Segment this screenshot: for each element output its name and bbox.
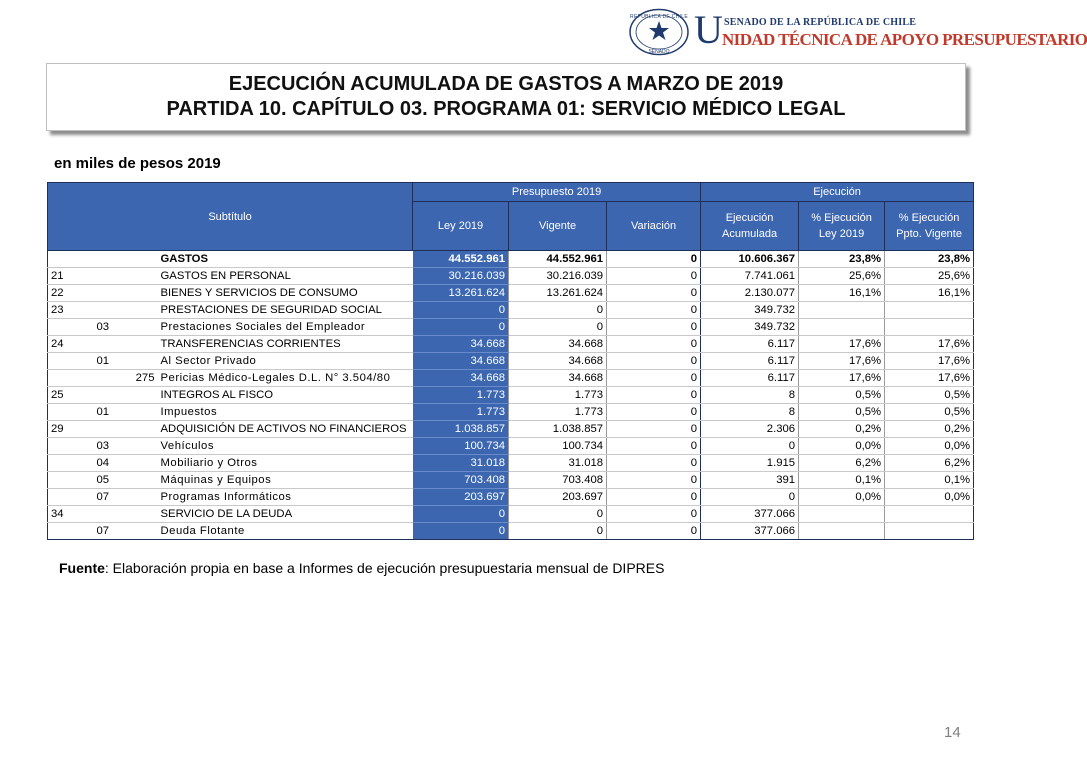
cell-pct-ejecucion-vigente: 6,2% (885, 455, 974, 472)
cell-concepto: GASTOS (158, 251, 413, 268)
cell-subtitulo-code: 21 (48, 268, 94, 285)
table-row (48, 404, 974, 421)
cell-item-code: 04 (94, 455, 126, 472)
cell-asignacion-code (126, 455, 158, 472)
cell-pct-ejecucion-vigente: 23,8% (885, 251, 974, 268)
cell-item-code (94, 302, 126, 319)
cell-pct-ejecucion-vigente (885, 523, 974, 540)
cell-asignacion-code (126, 285, 158, 302)
cell-concepto: SERVICIO DE LA DEUDA (158, 506, 413, 523)
cell-pct-ejecucion-ley: 0,5% (799, 404, 885, 421)
cell-variacion: 0 (607, 506, 701, 523)
header-vigente: Vigente (509, 202, 607, 251)
seal-bottom-text: SENADO (648, 49, 670, 55)
table-row (48, 302, 974, 319)
cell-item-code (94, 251, 126, 268)
cell-variacion: 0 (607, 302, 701, 319)
cell-ley-2019: 0 (413, 302, 509, 319)
header-ley: Ley 2019 (413, 202, 509, 251)
cell-variacion: 0 (607, 285, 701, 302)
cell-vigente: 34.668 (509, 353, 607, 370)
header-presupuesto: Presupuesto 2019 (413, 183, 701, 202)
cell-pct-ejecucion-vigente: 0,2% (885, 421, 974, 438)
cell-vigente: 13.261.624 (509, 285, 607, 302)
cell-subtitulo-code (48, 251, 94, 268)
cell-ejecucion-acumulada: 6.117 (701, 353, 799, 370)
cell-pct-ejecucion-vigente (885, 506, 974, 523)
cell-pct-ejecucion-vigente: 0,0% (885, 438, 974, 455)
cell-item-code (94, 370, 126, 387)
cell-item-code (94, 506, 126, 523)
cell-ley-2019: 13.261.624 (413, 285, 509, 302)
cell-pct-ejecucion-ley: 0,1% (799, 472, 885, 489)
cell-item-code (94, 285, 126, 302)
cell-variacion: 0 (607, 268, 701, 285)
cell-subtitulo-code: 22 (48, 285, 94, 302)
cell-ley-2019: 31.018 (413, 455, 509, 472)
cell-asignacion-code (126, 353, 158, 370)
cell-subtitulo-code: 25 (48, 387, 94, 404)
cell-pct-ejecucion-vigente: 0,5% (885, 387, 974, 404)
cell-pct-ejecucion-vigente: 16,1% (885, 285, 974, 302)
cell-asignacion-code (126, 404, 158, 421)
cell-asignacion-code (126, 506, 158, 523)
cell-ley-2019: 1.773 (413, 387, 509, 404)
cell-ejecucion-acumulada: 2.130.077 (701, 285, 799, 302)
cell-vigente: 1.773 (509, 387, 607, 404)
cell-vigente: 703.408 (509, 472, 607, 489)
cell-asignacion-code (126, 268, 158, 285)
cell-concepto: GASTOS EN PERSONAL (158, 268, 413, 285)
cell-pct-ejecucion-vigente: 0,0% (885, 489, 974, 506)
cell-asignacion-code (126, 302, 158, 319)
seal-top-text: REPÚBLICA DE CHILE (630, 14, 688, 20)
cell-pct-ejecucion-ley: 23,8% (799, 251, 885, 268)
header-pct-vigente: % Ejecución Ppto. Vigente (885, 202, 974, 251)
cell-item-code: 01 (94, 404, 126, 421)
header-variacion: Variación (607, 202, 701, 251)
cell-ejecucion-acumulada: 8 (701, 404, 799, 421)
cell-asignacion-code (126, 319, 158, 336)
cell-ejecucion-acumulada: 6.117 (701, 336, 799, 353)
cell-ley-2019: 44.552.961 (413, 251, 509, 268)
cell-ejecucion-acumulada: 0 (701, 438, 799, 455)
cell-ley-2019: 0 (413, 319, 509, 336)
cell-subtitulo-code (48, 319, 94, 336)
cell-vigente: 31.018 (509, 455, 607, 472)
cell-subtitulo-code (48, 472, 94, 489)
cell-ley-2019: 34.668 (413, 336, 509, 353)
cell-concepto: ADQUISICIÓN DE ACTIVOS NO FINANCIEROS (158, 421, 413, 438)
cell-variacion: 0 (607, 319, 701, 336)
cell-subtitulo-code: 29 (48, 421, 94, 438)
cell-ley-2019: 703.408 (413, 472, 509, 489)
cell-subtitulo-code (48, 353, 94, 370)
cell-concepto: Deuda Flotante (158, 523, 413, 540)
source-note (59, 560, 664, 576)
cell-pct-ejecucion-ley: 0,0% (799, 438, 885, 455)
table-body (48, 251, 974, 540)
cell-asignacion-code (126, 472, 158, 489)
cell-pct-ejecucion-ley: 0,5% (799, 387, 885, 404)
cell-variacion: 0 (607, 336, 701, 353)
cell-subtitulo-code (48, 438, 94, 455)
cell-pct-ejecucion-vigente: 17,6% (885, 336, 974, 353)
cell-concepto: BIENES Y SERVICIOS DE CONSUMO (158, 285, 413, 302)
cell-vigente: 203.697 (509, 489, 607, 506)
cell-item-code (94, 268, 126, 285)
table-row (48, 387, 974, 404)
cell-ejecucion-acumulada: 1.915 (701, 455, 799, 472)
cell-vigente: 44.552.961 (509, 251, 607, 268)
cell-variacion: 0 (607, 438, 701, 455)
cell-ley-2019: 100.734 (413, 438, 509, 455)
cell-ley-2019: 203.697 (413, 489, 509, 506)
cell-vigente: 1.038.857 (509, 421, 607, 438)
cell-item-code (94, 387, 126, 404)
cell-concepto: Pericias Médico-Legales D.L. N° 3.504/80 (158, 370, 413, 387)
cell-concepto: Programas Informáticos (158, 489, 413, 506)
cell-pct-ejecucion-vigente: 25,6% (885, 268, 974, 285)
cell-subtitulo-code: 24 (48, 336, 94, 353)
cell-pct-ejecucion-ley: 17,6% (799, 370, 885, 387)
cell-concepto: INTEGROS AL FISCO (158, 387, 413, 404)
cell-ley-2019: 34.668 (413, 353, 509, 370)
cell-variacion: 0 (607, 455, 701, 472)
cell-concepto: Vehículos (158, 438, 413, 455)
table-row (48, 353, 974, 370)
cell-ejecucion-acumulada: 7.741.061 (701, 268, 799, 285)
cell-vigente: 0 (509, 506, 607, 523)
cell-vigente: 100.734 (509, 438, 607, 455)
cell-vigente: 30.216.039 (509, 268, 607, 285)
cell-subtitulo-code (48, 523, 94, 540)
cell-asignacion-code (126, 336, 158, 353)
cell-variacion: 0 (607, 523, 701, 540)
units-label: en miles de pesos 2019 (54, 155, 221, 172)
cell-vigente: 0 (509, 319, 607, 336)
cell-asignacion-code (126, 438, 158, 455)
table-row (48, 285, 974, 302)
table-row (48, 506, 974, 523)
cell-asignacion-code (126, 387, 158, 404)
cell-pct-ejecucion-vigente: 17,6% (885, 353, 974, 370)
title-box (46, 63, 966, 131)
cell-asignacion-code (126, 251, 158, 268)
senado-logo (628, 7, 1087, 56)
cell-item-code: 03 (94, 319, 126, 336)
cell-item-code: 07 (94, 523, 126, 540)
cell-concepto: PRESTACIONES DE SEGURIDAD SOCIAL (158, 302, 413, 319)
table-row (48, 438, 974, 455)
cell-concepto: Mobiliario y Otros (158, 455, 413, 472)
logo-senado-text: SENADO DE LA REPÚBLICA DE CHILE (724, 17, 917, 28)
table-row (48, 455, 974, 472)
table-row (48, 421, 974, 438)
page-title: EJECUCIÓN ACUMULADA DE GASTOS A MARZO DE 2019 (228, 73, 784, 95)
table-row (48, 489, 974, 506)
cell-ley-2019: 34.668 (413, 370, 509, 387)
table-row (48, 268, 974, 285)
cell-ejecucion-acumulada: 0 (701, 489, 799, 506)
cell-asignacion-code (126, 421, 158, 438)
cell-ejecucion-acumulada: 10.606.367 (701, 251, 799, 268)
source-text: : Elaboración propia en base a Informes de ejecución presupuestaria mensual de DIPRES (104, 560, 665, 576)
cell-vigente: 0 (509, 302, 607, 319)
cell-pct-ejecucion-ley: 0,0% (799, 489, 885, 506)
cell-vigente: 34.668 (509, 370, 607, 387)
cell-subtitulo-code: 23 (48, 302, 94, 319)
cell-subtitulo-code (48, 404, 94, 421)
cell-variacion: 0 (607, 421, 701, 438)
cell-pct-ejecucion-ley: 17,6% (799, 336, 885, 353)
cell-pct-ejecucion-ley: 6,2% (799, 455, 885, 472)
cell-subtitulo-code: 34 (48, 506, 94, 523)
cell-concepto: Prestaciones Sociales del Empleador (158, 319, 413, 336)
header-ejecucion: Ejecución (701, 183, 974, 202)
cell-asignacion-code: 275 (126, 370, 158, 387)
cell-item-code (94, 336, 126, 353)
cell-pct-ejecucion-ley (799, 523, 885, 540)
cell-pct-ejecucion-vigente: 17,6% (885, 370, 974, 387)
cell-variacion: 0 (607, 353, 701, 370)
source-label: Fuente (59, 560, 105, 576)
table-row (48, 472, 974, 489)
table-row (48, 370, 974, 387)
table-header (48, 183, 974, 251)
cell-ley-2019: 0 (413, 506, 509, 523)
cell-concepto: Máquinas y Equipos (158, 472, 413, 489)
cell-subtitulo-code (48, 370, 94, 387)
cell-vigente: 1.773 (509, 404, 607, 421)
cell-subtitulo-code (48, 489, 94, 506)
budget-table (47, 182, 974, 540)
cell-vigente: 0 (509, 523, 607, 540)
cell-pct-ejecucion-ley: 17,6% (799, 353, 885, 370)
logo-unidad-text: NIDAD TÉCNICA DE APOYO PRESUPUESTARIO (722, 30, 1087, 49)
cell-item-code: 01 (94, 353, 126, 370)
table-row (48, 319, 974, 336)
cell-pct-ejecucion-ley (799, 319, 885, 336)
page-number: 14 (944, 724, 961, 741)
cell-concepto: TRANSFERENCIAS CORRIENTES (158, 336, 413, 353)
cell-concepto: Al Sector Privado (158, 353, 413, 370)
cell-pct-ejecucion-vigente (885, 319, 974, 336)
cell-pct-ejecucion-vigente: 0,5% (885, 404, 974, 421)
cell-concepto: Impuestos (158, 404, 413, 421)
cell-ley-2019: 0 (413, 523, 509, 540)
header-subtitulo: Subtítulo (48, 183, 413, 251)
cell-ley-2019: 1.038.857 (413, 421, 509, 438)
cell-vigente: 34.668 (509, 336, 607, 353)
cell-variacion: 0 (607, 387, 701, 404)
cell-pct-ejecucion-vigente (885, 302, 974, 319)
cell-asignacion-code (126, 489, 158, 506)
cell-variacion: 0 (607, 489, 701, 506)
cell-ejecucion-acumulada: 2.306 (701, 421, 799, 438)
cell-ejecucion-acumulada: 349.732 (701, 319, 799, 336)
cell-variacion: 0 (607, 472, 701, 489)
cell-subtitulo-code (48, 455, 94, 472)
cell-ejecucion-acumulada: 377.066 (701, 506, 799, 523)
cell-pct-ejecucion-ley (799, 506, 885, 523)
cell-item-code (94, 421, 126, 438)
cell-ejecucion-acumulada: 391 (701, 472, 799, 489)
header-pct-ley: % Ejecución Ley 2019 (799, 202, 885, 251)
cell-ejecucion-acumulada: 6.117 (701, 370, 799, 387)
cell-pct-ejecucion-ley: 0,2% (799, 421, 885, 438)
cell-ley-2019: 1.773 (413, 404, 509, 421)
cell-ejecucion-acumulada: 8 (701, 387, 799, 404)
cell-pct-ejecucion-ley (799, 302, 885, 319)
cell-ley-2019: 30.216.039 (413, 268, 509, 285)
cell-pct-ejecucion-vigente: 0,1% (885, 472, 974, 489)
cell-pct-ejecucion-ley: 25,6% (799, 268, 885, 285)
cell-ejecucion-acumulada: 377.066 (701, 523, 799, 540)
table-row (48, 336, 974, 353)
cell-variacion: 0 (607, 404, 701, 421)
page-subtitle: PARTIDA 10. CAPÍTULO 03. PROGRAMA 01: SERVICIO MÉDICO LEGAL (166, 98, 846, 120)
cell-item-code: 03 (94, 438, 126, 455)
cell-ejecucion-acumulada: 349.732 (701, 302, 799, 319)
cell-asignacion-code (126, 523, 158, 540)
cell-variacion: 0 (607, 251, 701, 268)
cell-variacion: 0 (607, 370, 701, 387)
cell-item-code: 07 (94, 489, 126, 506)
logo-u-letter: U (694, 7, 723, 52)
table-row (48, 251, 974, 268)
header-ejecucion-acumulada: Ejecución Acumulada (701, 202, 799, 251)
table-row (48, 523, 974, 540)
cell-pct-ejecucion-ley: 16,1% (799, 285, 885, 302)
cell-item-code: 05 (94, 472, 126, 489)
